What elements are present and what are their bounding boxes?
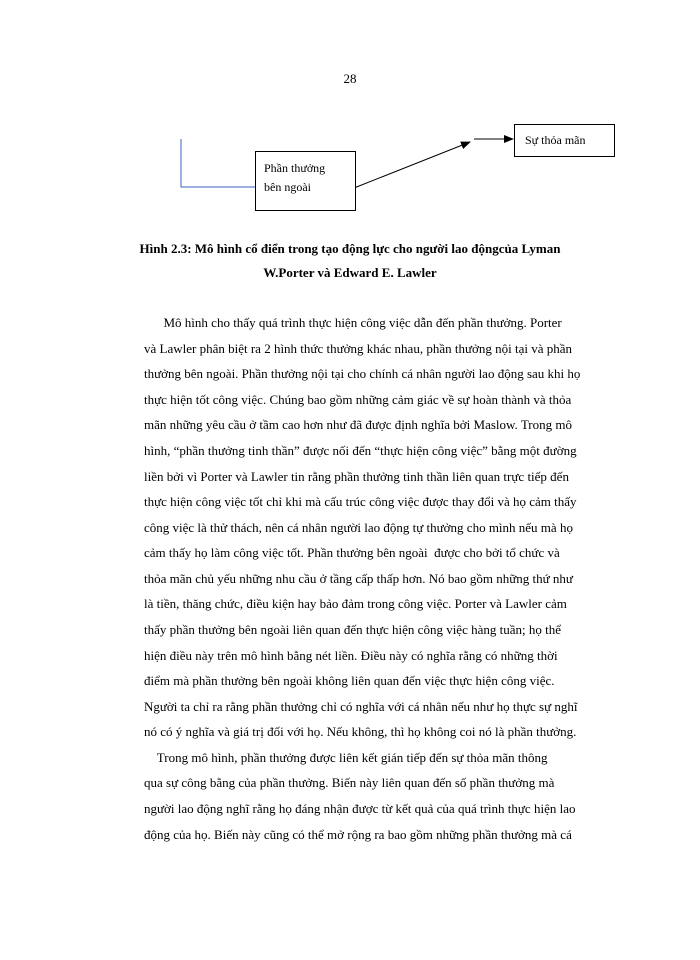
text-line: thực hiện công việc tốt chỉ khi mà cấu trúc công việc được thay đổi và họ cảm thấy xyxy=(144,494,577,509)
box-reward-line-2: bên ngoài xyxy=(264,180,311,194)
box-satisfaction-label: Sự thỏa mãn xyxy=(525,133,586,147)
text-line: điểm mà phần thưởng bên ngoài không liên quan đến việc thực hiện công việc. xyxy=(144,673,555,688)
text-line: hình, “phần thưởng tinh thần” được nối đến “thực hiện công việc” bằng một đường xyxy=(144,443,577,458)
text-line: thỏa mãn chủ yếu những nhu cầu ở tầng cấp thấp hơn. Nó bao gồm những thứ như xyxy=(144,571,573,586)
text-line: động của họ. Biến này cũng có thể mở rộng ra bao gồm những phần thưởng mà cá xyxy=(144,827,572,842)
text-line: liền bởi vì Porter và Lawler tin rằng phần thưởng tinh thần liên quan trực tiếp đến xyxy=(144,469,569,484)
text-line: là tiền, thăng chức, điều kiện hay bảo đảm trong công việc. Porter và Lawler cảm xyxy=(144,596,567,611)
arrow-reward-to-top xyxy=(354,142,470,188)
text-line: mãn những yêu cầu ở tầm cao hơn như đã được định nghĩa bởi Maslow. Trong mô xyxy=(144,417,572,432)
text-line: cảm thấy họ làm công việc tốt. Phần thưởng bên ngoài được cho bởi tổ chức và xyxy=(144,545,560,560)
box-satisfaction xyxy=(514,124,615,157)
text-line: thưởng bên ngoài. Phần thưởng nội tại cho chính cá nhân người lao động sau khi họ xyxy=(144,366,581,381)
connector-line-blue xyxy=(181,139,255,187)
text-line: thấy phần thưởng bên ngoài liên quan đến thực hiện công việc hàng tuần; họ thể xyxy=(144,622,561,637)
text-line: Trong mô hình, phần thưởng được liên kết gián tiếp đến sự thỏa mãn thông xyxy=(144,750,548,765)
text-line: Mô hình cho thấy quá trình thực hiện công việc dẫn đến phần thưởng. Porter xyxy=(144,315,562,330)
text-line: công việc là thử thách, nên cá nhân người lao động tự thưởng cho mình nếu mà họ xyxy=(144,520,573,535)
box-extrinsic-reward xyxy=(255,151,356,211)
text-line: nó có ý nghĩa và giá trị đối với họ. Nếu không, thì họ không coi nó là phần thưởng. xyxy=(144,724,577,739)
text-line: qua sự công bằng của phần thưởng. Biến này liên quan đến số phần thưởng mà xyxy=(144,775,555,790)
text-line: và Lawler phân biệt ra 2 hình thức thưởng khác nhau, phần thưởng nội tại và phần xyxy=(144,341,573,356)
page-number: 28 xyxy=(343,71,357,86)
figure-caption-line-1: Hình 2.3: Mô hình cổ điển trong tạo động lực cho người lao độngcủa Lyman xyxy=(139,241,561,256)
text-line: thực hiện tốt công việc. Chúng bao gồm những cảm giác về sự hoàn thành và thỏa xyxy=(144,392,572,407)
figure-caption-line-2: W.Porter và Edward E. Lawler xyxy=(263,265,437,280)
box-reward-line-1: Phần thưởng xyxy=(264,161,326,175)
text-line: người lao động nghĩ rằng họ đáng nhận được từ kết quả của quá trình thực hiện lao xyxy=(144,801,576,816)
text-line: hiện điều này trên mô hình bằng nét liền. Điều này có nghĩa rằng có những thời xyxy=(144,648,558,663)
text-line: Người ta chỉ ra rằng phần thưởng chỉ có nghĩa với cá nhân nếu như họ thực sự nghĩ xyxy=(144,699,578,714)
